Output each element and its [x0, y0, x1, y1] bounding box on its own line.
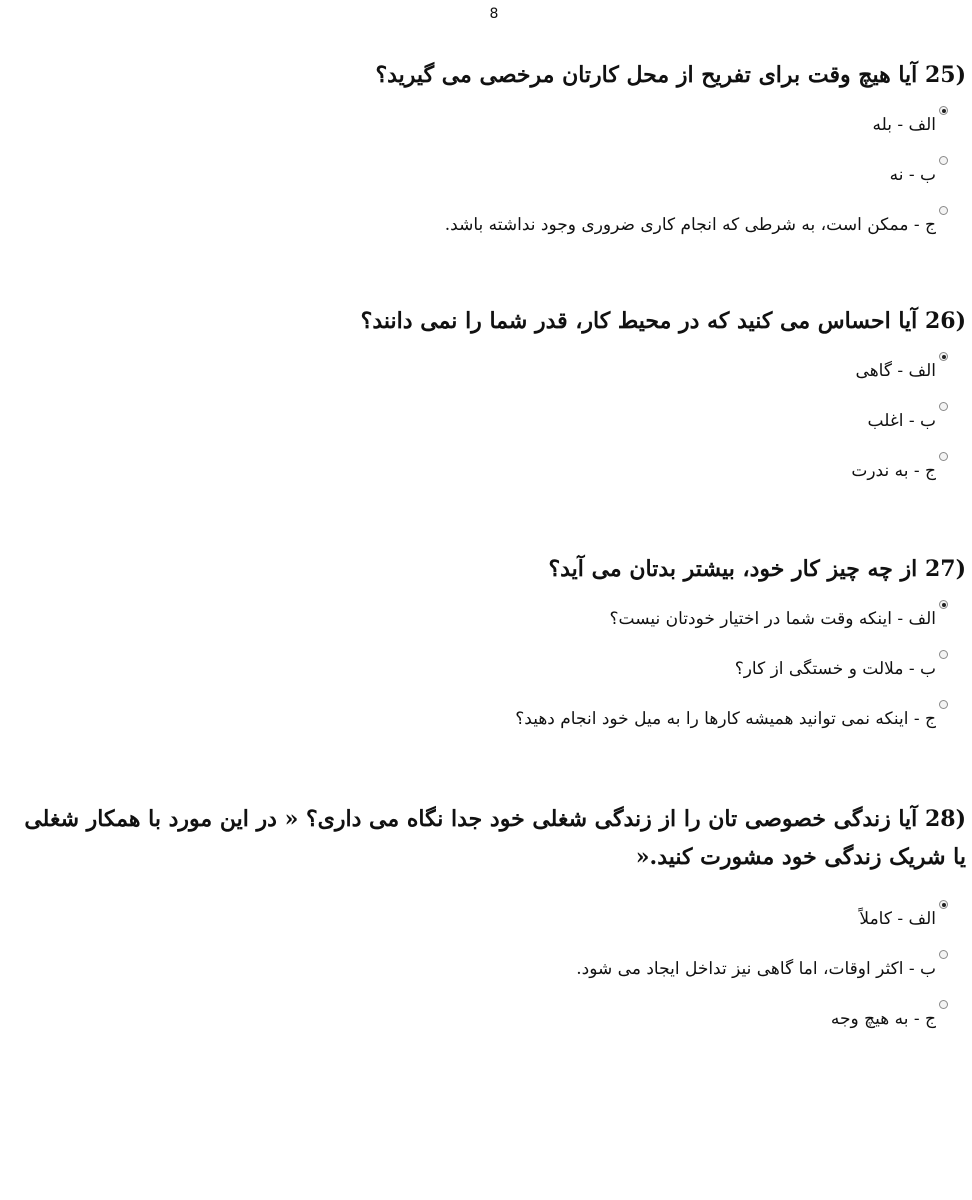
question-title: [10, 550, 966, 588]
option-c[interactable]: [10, 706, 966, 732]
option-label: ب - اکثر اوقات، اما گاهی نیز تداخل ایجاد می شود.: [576, 959, 936, 979]
page-number: 8: [489, 6, 499, 22]
option-label: ج - به ندرت: [851, 461, 936, 481]
radio-icon[interactable]: [939, 156, 948, 165]
option-label: الف - بله: [872, 115, 936, 135]
option-label: ج - اینکه نمی توانید همیشه کارها را به میل خود انجام دهید؟: [515, 709, 936, 729]
options-list: [10, 906, 966, 1032]
option-label: ب - ملالت و خستگی از کار؟: [734, 659, 936, 679]
question-25: [10, 56, 966, 262]
radio-icon[interactable]: [939, 700, 948, 709]
options-list: [10, 112, 966, 238]
radio-icon[interactable]: [939, 1000, 948, 1009]
question-28: [10, 800, 966, 1056]
radio-selected-icon[interactable]: [939, 900, 948, 909]
question-text: از چه چیز کار خود، بیشتر بدتان می آید؟: [548, 556, 918, 582]
option-a[interactable]: [10, 358, 966, 384]
question-27: [10, 550, 966, 756]
option-label: ج - به هیچ وجه: [830, 1009, 936, 1029]
option-label: ج - ممکن است، به شرطی که انجام کاری ضروری وجود نداشته باشد.: [444, 215, 936, 235]
option-c[interactable]: [10, 1006, 966, 1032]
option-b[interactable]: [10, 162, 966, 188]
option-b[interactable]: [10, 656, 966, 682]
option-label: ب - اغلب: [867, 411, 936, 431]
question-number: 28): [924, 806, 966, 832]
option-b[interactable]: [10, 408, 966, 434]
question-26: [10, 302, 966, 508]
radio-selected-icon[interactable]: [939, 600, 948, 609]
question-number: 27): [924, 556, 966, 582]
option-b[interactable]: [10, 956, 966, 982]
option-a[interactable]: [10, 906, 966, 932]
options-list: [10, 606, 966, 732]
option-label: الف - گاهی: [855, 361, 936, 381]
radio-icon[interactable]: [939, 206, 948, 215]
question-text: آیا زندگی خصوصی تان را از زندگی شغلی خود جدا نگاه می داری؟ « در این مورد با همکار شغلی یا شریک زندگی خود مشورت کنید.«: [24, 806, 966, 870]
options-list: [10, 358, 966, 484]
option-c[interactable]: [10, 458, 966, 484]
question-title: [10, 302, 966, 340]
option-label: الف - اینکه وقت شما در اختیار خودتان نیست؟: [609, 609, 936, 629]
option-a[interactable]: [10, 112, 966, 138]
radio-icon[interactable]: [939, 950, 948, 959]
option-label: الف - کاملاً: [859, 909, 936, 929]
radio-icon[interactable]: [939, 402, 948, 411]
question-number: 26): [924, 308, 966, 334]
radio-selected-icon[interactable]: [939, 106, 948, 115]
option-c[interactable]: [10, 212, 966, 238]
question-text: آیا احساس می کنید که در محیط کار، قدر شما را نمی دانند؟: [360, 308, 918, 334]
question-title: [10, 800, 966, 876]
question-text: آیا هیچ وقت برای تفریح از محل کارتان مرخصی می گیرید؟: [375, 62, 918, 88]
option-a[interactable]: [10, 606, 966, 632]
radio-icon[interactable]: [939, 650, 948, 659]
question-title: [10, 56, 966, 94]
question-number: 25): [924, 62, 966, 88]
option-label: ب - نه: [889, 165, 936, 185]
radio-selected-icon[interactable]: [939, 352, 948, 361]
radio-icon[interactable]: [939, 452, 948, 461]
